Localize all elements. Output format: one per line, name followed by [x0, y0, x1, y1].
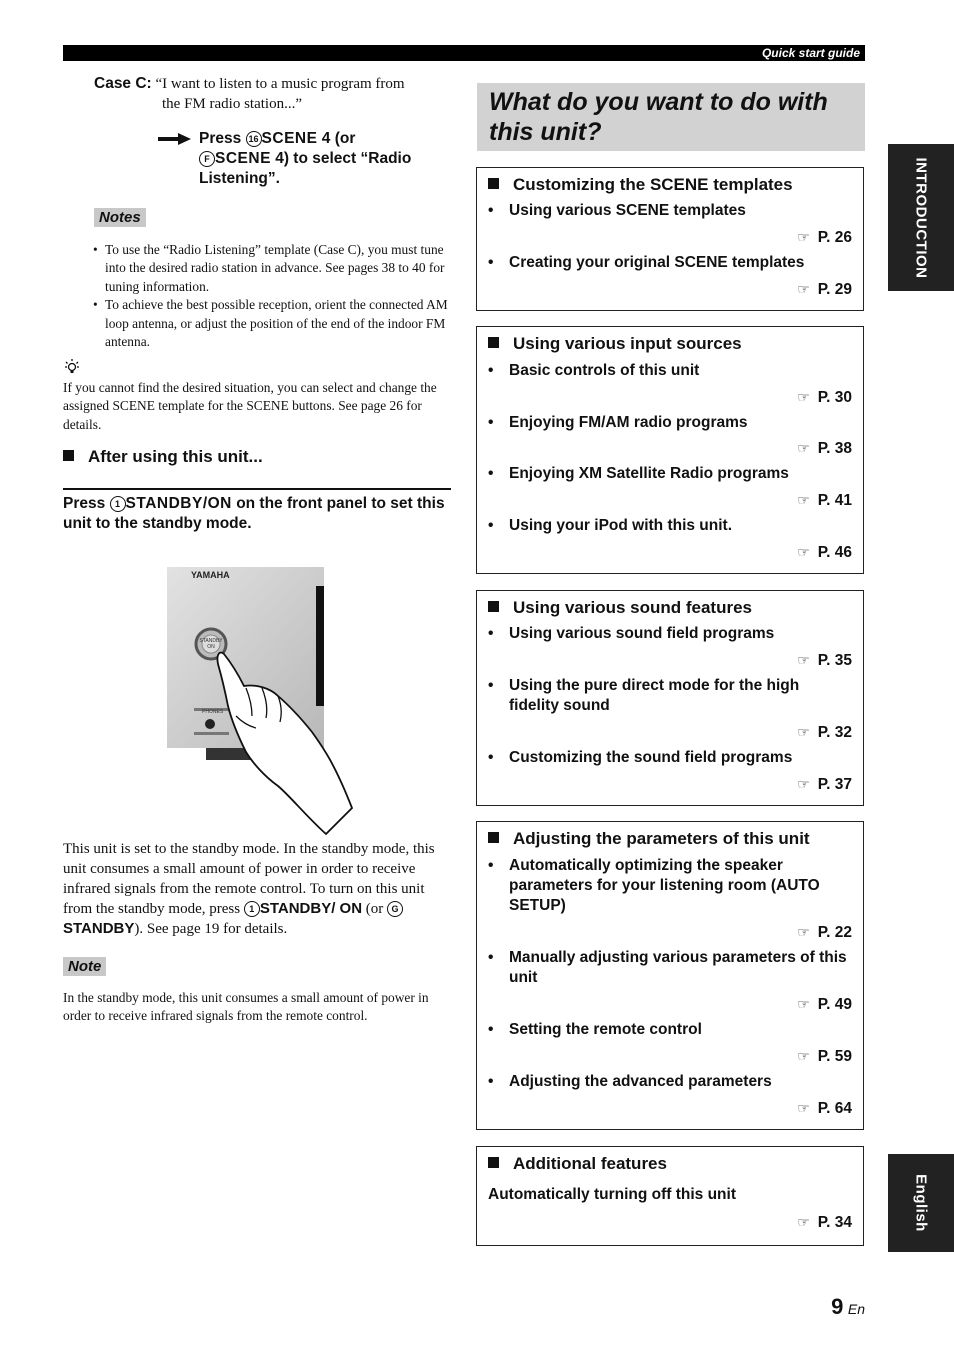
page-ref-text: P. 34 [817, 1214, 852, 1231]
page-ref[interactable] [797, 994, 852, 1015]
square-bullet-icon [488, 178, 499, 189]
notes-list [92, 241, 452, 351]
pointing-hand-icon: ☞ [797, 996, 810, 1012]
page-title: What do you want to do with this unit? [489, 88, 828, 146]
page-ref[interactable] [797, 650, 852, 671]
item-text: Using various SCENE templates [509, 202, 746, 219]
page-ref-text: P. 41 [817, 492, 852, 509]
page-ref[interactable] [797, 227, 852, 248]
pointing-hand-icon: ☞ [797, 1100, 810, 1116]
header-bar [63, 45, 865, 61]
standby-rest: on the front panel to set this unit to the standby mode. [63, 495, 445, 532]
page-number-suffix: En [847, 1301, 865, 1317]
divider [63, 488, 451, 490]
list-item: • Manually adjusting various parameters of this unit [488, 948, 852, 988]
standby-press: Press [63, 495, 106, 512]
section-heading [488, 1154, 667, 1174]
page-ref-text: P. 37 [817, 776, 852, 793]
pointing-hand-icon: ☞ [797, 652, 810, 668]
page-title-band [477, 83, 865, 151]
page-ref-text: P. 30 [817, 389, 852, 406]
item-text: Using your iPod with this unit. [509, 517, 733, 534]
page-ref[interactable] [797, 542, 852, 563]
list-item: • Enjoying XM Satellite Radio programs [488, 464, 852, 484]
pointing-hand-icon: ☞ [797, 724, 810, 740]
press-text-2: 4 (or [321, 130, 356, 147]
standby-key: STANDBY/ON [125, 495, 232, 512]
page-ref[interactable] [797, 490, 852, 511]
square-bullet-icon [63, 450, 74, 461]
case-c-block [94, 74, 454, 114]
press-text-3: 4) to select “Radio [275, 150, 412, 167]
section-sound-features [476, 590, 864, 806]
section-heading [488, 175, 793, 195]
list-item: • Using various SCENE templates [488, 201, 852, 221]
page-ref-text: P. 46 [817, 544, 852, 561]
tip-text: If you cannot find the desired situation, you can select and change the assigned SCENE template for the SCENE buttons. See page 26 for details. [63, 380, 437, 432]
tab-label: INTRODUCTION [912, 157, 930, 278]
section-parameters [476, 821, 864, 1130]
notes-label: Notes [94, 208, 146, 227]
section-heading-text: Using various input sources [513, 334, 742, 353]
page-ref[interactable] [797, 1212, 852, 1233]
section-heading-text: Customizing the SCENE templates [513, 175, 793, 194]
list-item: • Adjusting the advanced parameters [488, 1072, 852, 1092]
standby-on-key: STANDBY/ ON [259, 900, 363, 917]
lightbulb-icon [64, 358, 80, 379]
case-label: Case C: [94, 75, 152, 92]
list-item: • Enjoying FM/AM radio programs [488, 413, 852, 433]
item-text: Automatically turning off this unit [488, 1186, 736, 1203]
page-ref-text: P. 59 [817, 1048, 852, 1065]
item-text: Enjoying FM/AM radio programs [509, 414, 748, 431]
note-text: In the standby mode, this unit consumes a small amount of power in order to receive infrared signals from the remote control. [63, 990, 429, 1024]
page-ref-text: P. 26 [817, 229, 852, 246]
standby-key-2: STANDBY [63, 920, 135, 937]
page-ref[interactable] [797, 1046, 852, 1067]
pointing-hand-icon: ☞ [797, 492, 810, 508]
section-heading-text: Adjusting the parameters of this unit [513, 829, 810, 848]
brand-logo: YAMAHA [191, 570, 230, 580]
item-text: Customizing the sound field programs [509, 749, 793, 766]
section-input-sources [476, 326, 864, 574]
key-number-badge: 16 [246, 131, 262, 147]
pointing-hand-icon: ☞ [797, 924, 810, 940]
key-number-badge: 1 [110, 496, 126, 512]
item-text: Setting the remote control [509, 1021, 702, 1038]
item-text: Using various sound field programs [509, 625, 775, 642]
press-text-4: Listening”. [199, 170, 280, 187]
scene-key: SCENE [261, 130, 318, 147]
page-ref-text: P. 29 [817, 281, 852, 298]
pointing-hand-icon: ☞ [797, 544, 810, 560]
after-heading-text: After using this unit... [88, 447, 263, 466]
item-text: Using the pure direct mode for the high fidelity sound [509, 677, 800, 714]
list-item [488, 1185, 852, 1205]
tab-introduction[interactable] [888, 144, 954, 291]
list-item: • Using your iPod with this unit. [488, 516, 852, 536]
press-text: Press [199, 130, 242, 147]
body-text: This unit is set to the standby mode. In the standby mode, this unit consumes a small amount of power in order to receive infrared signals from the remote control. To turn on this unit from the standby mode, press [63, 841, 435, 917]
item-text: Manually adjusting various parameters of this unit [509, 949, 847, 986]
key-letter-badge: F [199, 151, 215, 167]
key-letter-badge: G [387, 901, 403, 917]
list-item: • Using the pure direct mode for the high fidelity sound [488, 676, 852, 716]
note-label: Note [63, 957, 106, 976]
press-scene-instruction [199, 129, 449, 189]
page-ref-text: P. 35 [817, 652, 852, 669]
key-number-badge: 1 [244, 901, 260, 917]
list-item: • Creating your original SCENE templates [488, 253, 852, 273]
case-text-1: “I want to listen to a music program from [155, 76, 405, 92]
pointing-hand-icon: ☞ [797, 281, 810, 297]
square-bullet-icon [488, 832, 499, 843]
page-ref[interactable] [797, 722, 852, 743]
section-heading [488, 829, 810, 849]
item-text: Adjusting the advanced parameters [509, 1073, 772, 1090]
after-heading [63, 447, 263, 467]
square-bullet-icon [488, 601, 499, 612]
body-text-3: ). See page 19 for details. [134, 921, 288, 937]
section-additional [476, 1146, 864, 1246]
item-text: Automatically optimizing the speaker parameters for your listening room (AUTO SETUP) [509, 857, 820, 914]
page-ref[interactable] [797, 279, 852, 300]
page-ref[interactable] [797, 1098, 852, 1119]
page-ref[interactable] [797, 438, 852, 459]
body-text-2: (or [365, 901, 384, 917]
list-item: • Using various sound field programs [488, 624, 852, 644]
page-number-value: 9 [831, 1294, 844, 1319]
page-ref[interactable] [797, 774, 852, 795]
scene-key-2: SCENE [215, 150, 271, 167]
list-item: • Automatically optimizing the speaker parameters for your listening room (AUTO SETUP) [488, 856, 852, 916]
list-item: • Basic controls of this unit [488, 361, 852, 381]
item-text: Creating your original SCENE templates [509, 254, 805, 271]
list-item: • Setting the remote control [488, 1020, 852, 1040]
section-scene-templates [476, 167, 864, 311]
standby-instruction [63, 494, 453, 534]
section-heading [488, 598, 752, 618]
list-item: • Customizing the sound field programs [488, 748, 852, 768]
pointing-hand-icon: ☞ [797, 776, 810, 792]
square-bullet-icon [488, 1157, 499, 1168]
page-ref[interactable] [797, 922, 852, 943]
case-text-2: the FM radio station...” [162, 96, 302, 112]
pointing-hand-icon: ☞ [797, 1048, 810, 1064]
page-ref-text: P. 38 [817, 440, 852, 457]
pointing-hand-icon: ☞ [797, 389, 810, 405]
note-label-box [63, 957, 106, 977]
note-item: • To use the “Radio Listening” template (Case C), you must tune into the desired radio station in advance. See pages 38 to 40 for tuning information. [92, 241, 452, 296]
page-ref-text: P. 22 [817, 924, 852, 941]
header-label: Quick start guide [761, 46, 860, 60]
phones-label: PHONES [202, 709, 224, 715]
square-bullet-icon [488, 337, 499, 348]
page-ref-text: P. 64 [817, 1100, 852, 1117]
section-heading [488, 334, 742, 354]
front-panel-illustration [166, 566, 356, 838]
item-text: Basic controls of this unit [509, 362, 700, 379]
standby-button-label: STANDBY ON [199, 638, 223, 650]
note-item: • To achieve the best possible reception, orient the connected AM loop antenna, or adjust the position of the end of the indoor FM antenna. [92, 296, 452, 351]
section-heading-text: Additional features [513, 1154, 667, 1173]
page-number [831, 1294, 865, 1320]
page-ref-text: P. 49 [817, 996, 852, 1013]
tab-label: English [912, 1174, 930, 1232]
tab-english[interactable] [888, 1154, 954, 1252]
notes-label-box [94, 208, 146, 228]
page-ref-text: P. 32 [817, 724, 852, 741]
pointing-hand-icon: ☞ [797, 1214, 810, 1230]
standby-body [63, 839, 455, 939]
item-text: Enjoying XM Satellite Radio programs [509, 465, 789, 482]
pointing-hand-icon: ☞ [797, 440, 810, 456]
section-heading-text: Using various sound features [513, 598, 752, 617]
page-ref[interactable] [797, 387, 852, 408]
arrow-icon [158, 132, 192, 151]
pointing-hand-icon: ☞ [797, 229, 810, 245]
